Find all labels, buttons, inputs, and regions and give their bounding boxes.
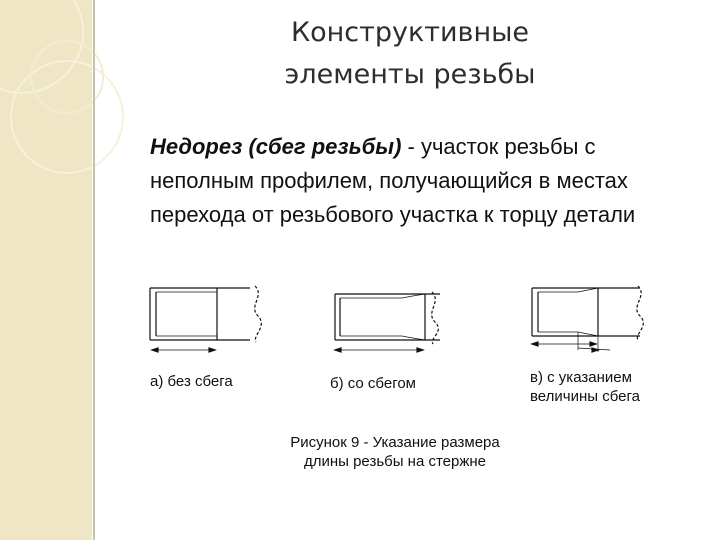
definition-text: - участок резьбы с неполным профилем, получающийся в местах перехода от резьбового участка к торцу детали <box>150 134 636 227</box>
caption-b: б) со сбегом <box>330 375 416 392</box>
caption-c-line-2: величины сбега <box>530 388 640 405</box>
figure-caption <box>230 433 560 471</box>
slide-title <box>200 12 620 96</box>
figure-caption-line-2: длины резьбы на стержне <box>303 453 487 470</box>
figure-caption-line-1: Рисунок 9 - Указание размера <box>290 434 500 451</box>
drawing-a <box>150 286 261 352</box>
sidebar-divider <box>93 0 95 540</box>
definition-paragraph <box>150 130 670 232</box>
definition-term: Недорез (сбег резьбы) <box>150 134 402 159</box>
caption-c-line-1: в) с указанием <box>530 369 632 386</box>
title-line-2: элементы резьбы <box>284 59 536 90</box>
caption-c <box>530 368 640 406</box>
thread-drawings <box>140 280 660 360</box>
title-line-1: Конструктивные <box>290 17 530 48</box>
drawing-c <box>532 286 643 352</box>
drawing-b <box>335 292 440 352</box>
caption-a: а) без сбега <box>150 373 233 390</box>
decorative-sidebar <box>0 0 92 540</box>
